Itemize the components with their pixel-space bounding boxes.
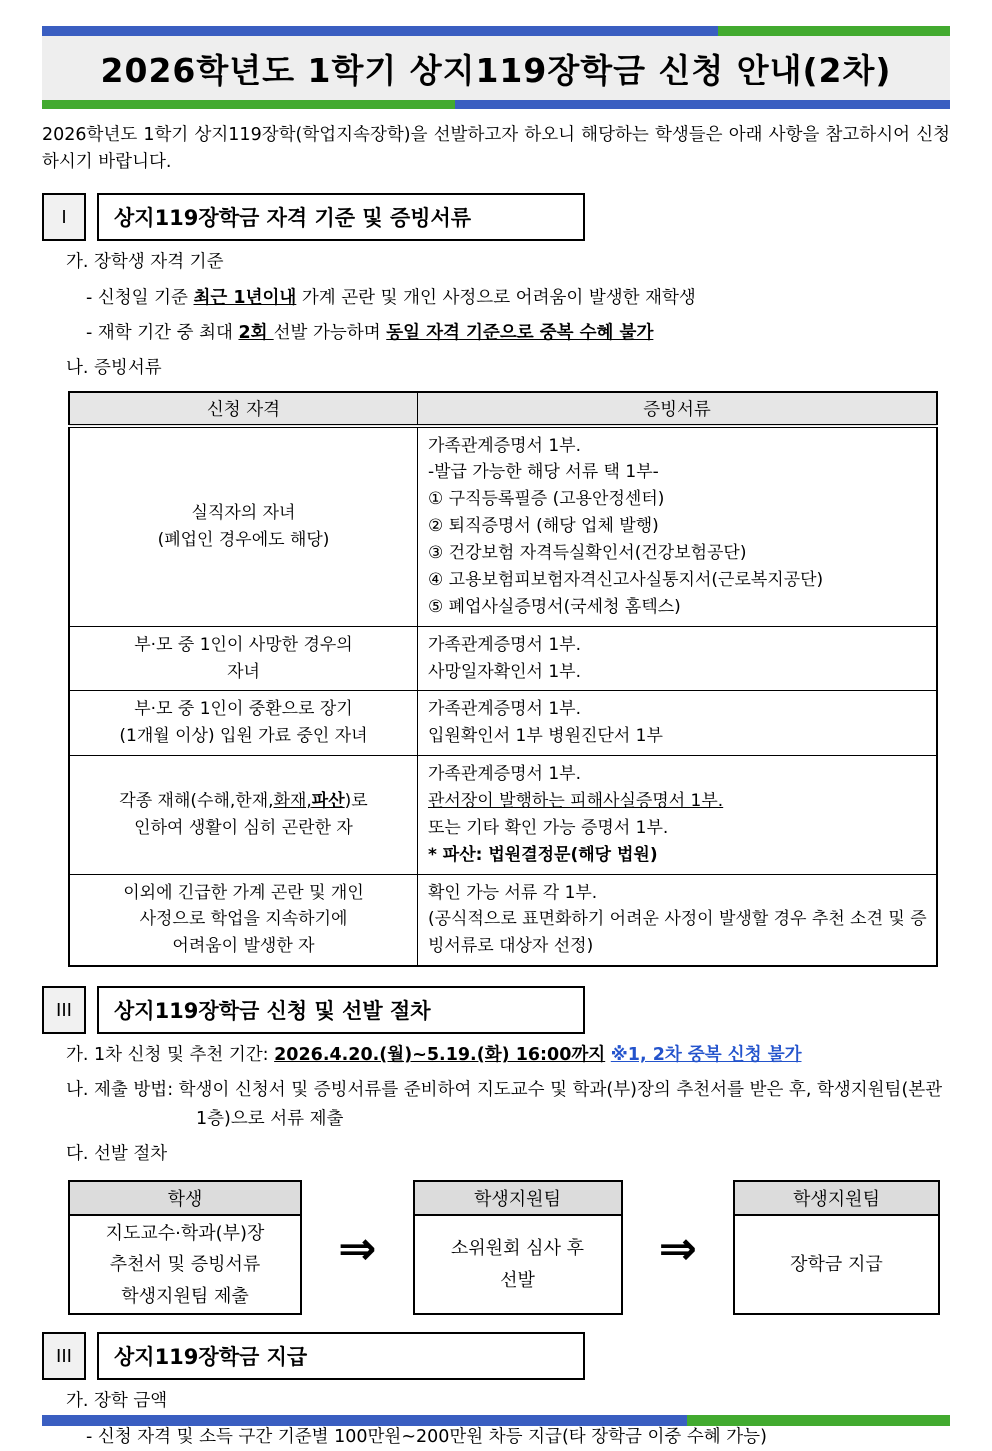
blue-bar-segment xyxy=(42,1415,687,1426)
text-segment: 가족관계증명서 1부. xyxy=(428,764,581,785)
section2-item-da: 다. 선발 절차 xyxy=(66,1144,168,1165)
cell-line xyxy=(78,723,409,750)
green-bar-segment xyxy=(718,26,950,36)
page-title: 2026학년도 1학기 상지119장학금 신청 안내(2차) xyxy=(100,50,892,90)
cell-line xyxy=(78,933,409,960)
text-segment: (폐업인 경우에도 해당) xyxy=(157,529,330,550)
text-segment: 확인 가능 서류 각 1부. xyxy=(428,882,598,903)
flow-box-header: 학생지원팀 xyxy=(735,1182,938,1216)
section3-numeral: III xyxy=(42,1332,86,1380)
flow-box-body xyxy=(735,1216,938,1313)
text-segment: 각종 재해(수해,한재, xyxy=(119,790,274,811)
section2-item-na: 나. 제출 방법: 학생이 신청서 및 증빙서류를 준비하여 지도교수 및 학과(부)장의 추천서를 받은 후, 학생지원팀(본관 1층)으로 서류 제출 xyxy=(66,1080,943,1129)
section1-header xyxy=(42,193,950,241)
document-page xyxy=(0,26,992,1447)
cell-line xyxy=(428,567,928,594)
qualification-cell xyxy=(69,756,418,874)
flow-box-line: 학생지원팀 제출 xyxy=(121,1285,249,1307)
cell-line xyxy=(428,513,928,540)
cell-line xyxy=(78,659,409,686)
text-segment: -발급 가능한 해당 서류 택 1부- xyxy=(428,462,659,483)
title-banner xyxy=(42,36,950,100)
text-segment: 자녀 xyxy=(227,661,260,682)
text-segment: 부·모 중 1인이 중환으로 장기 xyxy=(134,699,353,720)
flow-box-body xyxy=(70,1216,300,1313)
section2-header xyxy=(42,986,950,1034)
text-segment: (1개월 이상) 입원 가료 중인 자녀 xyxy=(119,726,368,747)
flow-box xyxy=(733,1180,940,1315)
section3-item-ga: 가. 장학 금액 xyxy=(66,1391,168,1412)
selection-flowchart xyxy=(68,1180,940,1315)
table-row xyxy=(69,426,937,627)
section1-dash2 xyxy=(86,319,950,347)
blue-bar-segment xyxy=(42,26,718,36)
cell-line xyxy=(78,906,409,933)
cell-line xyxy=(428,433,928,460)
text-segment: 입원확인서 1부 병원진단서 1부 xyxy=(428,726,663,747)
header-top-bar xyxy=(42,26,950,36)
text-segment: 파산 xyxy=(311,790,345,811)
text-segment: 2회 xyxy=(238,322,274,343)
cell-line xyxy=(78,632,409,659)
section3-header xyxy=(42,1332,950,1380)
qualification-cell xyxy=(69,691,418,756)
section1-numeral: I xyxy=(42,193,86,241)
text-segment: 부·모 중 1인이 사망한 경우의 xyxy=(134,634,353,655)
text-segment: ⑤ 폐업사실증명서(국세청 홈텍스) xyxy=(428,596,681,617)
text-segment: 이외에 긴급한 가계 곤란 및 개인 xyxy=(123,882,364,903)
text-segment: 사망일자확인서 1부. xyxy=(428,661,581,682)
documents-cell xyxy=(418,756,938,874)
text-segment: ② 퇴직증명서 (해당 업체 발행) xyxy=(428,516,659,537)
text-segment: 가족관계증명서 1부. xyxy=(428,699,581,720)
table-row xyxy=(69,626,937,691)
text-segment: 인하여 생활이 심히 곤란한 자 xyxy=(134,817,353,838)
flow-box-header: 학생 xyxy=(70,1182,300,1216)
table-row xyxy=(69,756,937,874)
flow-box-line: 장학금 지급 xyxy=(790,1254,883,1276)
section3-title: 상지119장학금 지급 xyxy=(97,1332,585,1380)
text-segment: * 파산: 법원결정문(해당 법원) xyxy=(428,844,658,865)
text-segment: 가. 1차 신청 및 추천 기간: xyxy=(66,1045,275,1066)
cell-line xyxy=(428,696,928,723)
cell-line xyxy=(428,761,928,788)
flow-box-line: 선발 xyxy=(500,1269,535,1291)
table-row xyxy=(69,691,937,756)
criteria-table xyxy=(68,391,938,967)
column-header-documents: 증빙서류 xyxy=(418,392,938,426)
flow-box-line: 추천서 및 증빙서류 xyxy=(109,1254,261,1276)
text-segment: 선발 가능하며 xyxy=(273,322,387,343)
text-segment: 화재, xyxy=(273,790,312,811)
text-segment: 어려움이 발생한 자 xyxy=(172,936,315,957)
text-segment: - 신청일 기준 xyxy=(86,287,194,308)
text-segment: 실직자의 자녀 xyxy=(191,502,296,523)
cell-line xyxy=(428,486,928,513)
flow-box-line: 지도교수·학과(부)장 xyxy=(105,1222,265,1244)
documents-cell xyxy=(418,691,938,756)
qualification-cell xyxy=(69,626,418,691)
cell-line xyxy=(428,880,928,907)
flow-arrow-icon: ⇒ xyxy=(658,1220,698,1275)
text-segment: 사정으로 학업을 지속하기에 xyxy=(139,909,348,930)
cell-line xyxy=(428,659,928,686)
flow-box xyxy=(68,1180,302,1315)
cell-line xyxy=(428,540,928,567)
flow-box xyxy=(413,1180,623,1315)
intro-paragraph: 2026학년도 1학기 상지119장학(학업지속장학)을 선발하고자 하오니 해당하는 학생들은 아래 사항을 참고하시어 신청하시기 바랍니다. xyxy=(42,125,950,173)
cell-line xyxy=(78,880,409,907)
cell-line xyxy=(78,500,409,527)
table-header-row xyxy=(69,392,937,426)
text-segment: 가계 곤란 및 개인 사정으로 어려움이 발생한 재학생 xyxy=(296,287,696,308)
cell-line xyxy=(428,723,928,750)
cell-line xyxy=(428,842,928,869)
text-segment: ※1, 2차 중복 신청 불가 xyxy=(610,1045,802,1066)
flow-box-line: 소위원회 심사 후 xyxy=(450,1238,585,1260)
cell-line xyxy=(428,632,928,659)
green-bar-segment xyxy=(42,100,455,109)
section1-item-na: 나. 증빙서류 xyxy=(66,358,162,379)
footer-bar xyxy=(42,1415,950,1426)
documents-cell xyxy=(418,874,938,966)
blue-bar-segment xyxy=(455,100,950,109)
cell-line xyxy=(78,815,409,842)
section2-numeral: III xyxy=(42,986,86,1034)
text-segment: ④ 고용보험피보험자격신고사실통지서(근로복지공단) xyxy=(428,569,824,590)
text-segment: 관서장이 발행하는 피해사실증명서 1부. xyxy=(428,790,724,811)
flow-box-header: 학생지원팀 xyxy=(415,1182,621,1216)
flow-arrow-icon: ⇒ xyxy=(337,1220,377,1275)
green-bar-segment xyxy=(687,1415,950,1426)
cell-line xyxy=(428,459,928,486)
flow-box-body xyxy=(415,1216,621,1313)
cell-line xyxy=(428,788,928,815)
text-segment: )로 xyxy=(344,790,368,811)
cell-line xyxy=(428,815,928,842)
text-segment: - 재학 기간 중 최대 xyxy=(86,322,239,343)
section1-dash1 xyxy=(86,284,950,312)
section1-title: 상지119장학금 자격 기준 및 증빙서류 xyxy=(97,193,585,241)
text-segment: ③ 건강보험 자격득실확인서(건강보험공단) xyxy=(428,543,747,564)
section3-dash: - 신청 자격 및 소득 구간 기준별 100만원~200만원 차등 지급(타 장학금 이중 수혜 가능) xyxy=(86,1426,767,1447)
text-segment: 가족관계증명서 1부. xyxy=(428,634,581,655)
section1-item-ga: 가. 장학생 자격 기준 xyxy=(66,252,224,273)
text-segment: 최근 1년이내 xyxy=(193,287,297,308)
qualification-cell xyxy=(69,874,418,966)
text-segment: ① 구직등록필증 (고용안정센터) xyxy=(428,489,665,510)
section2-title: 상지119장학금 신청 및 선발 절차 xyxy=(97,986,585,1034)
text-segment: 동일 자격 기준으로 중복 수혜 불가 xyxy=(386,322,654,343)
cell-line xyxy=(78,527,409,554)
text-segment: (공식적으로 표면화하기 어려운 사정이 발생할 경우 추천 소견 및 증빙서류로 대상자 선정) xyxy=(428,909,927,957)
cell-line xyxy=(78,696,409,723)
documents-cell xyxy=(418,626,938,691)
header-bottom-bar xyxy=(42,100,950,109)
cell-line xyxy=(428,906,928,960)
section2-item-ga xyxy=(66,1041,950,1069)
text-segment: 또는 기타 확인 가능 증명서 1부. xyxy=(428,817,669,838)
criteria-table-body xyxy=(69,426,937,966)
column-header-qualification: 신청 자격 xyxy=(69,392,418,426)
cell-line xyxy=(78,788,409,815)
text-segment: 가족관계증명서 1부. xyxy=(428,435,581,456)
cell-line xyxy=(428,594,928,621)
table-row xyxy=(69,874,937,966)
text-segment: 2026.4.20.(월)~5.19.(화) 16:00까지 xyxy=(274,1045,606,1066)
documents-cell xyxy=(418,426,938,627)
qualification-cell xyxy=(69,426,418,627)
